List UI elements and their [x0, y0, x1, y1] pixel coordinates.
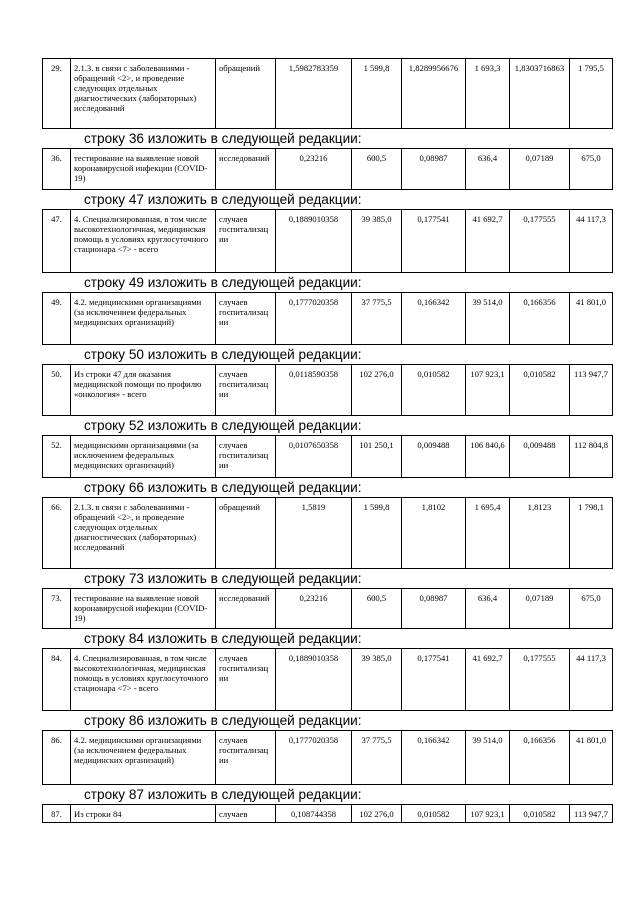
block-7 — [42, 571, 612, 629]
value-cell: 636,4 — [466, 589, 510, 629]
table-row-84 — [42, 648, 613, 711]
value-cell: 675,0 — [570, 149, 613, 190]
value-cell: 102 276,0 — [352, 805, 402, 823]
value-cell: 1,5982783359 — [276, 59, 352, 129]
value-cell: 0,177541 — [402, 210, 466, 273]
row-name: тестирование на выявление новой коронавирусной инфекции (COVID-19) — [71, 589, 216, 629]
value-cell: 0,07189 — [510, 149, 570, 190]
row-number: 29. — [43, 59, 71, 129]
row-name: 4.2. медицинскими организациями (за исключением федеральных медицинских организаций) — [71, 731, 216, 785]
value-cell: 0,010582 — [510, 365, 570, 416]
row-number: 84. — [43, 649, 71, 711]
row-unit: случаев госпитализации — [216, 731, 276, 785]
row-number: 50. — [43, 365, 71, 416]
value-cell: 1,5819 — [276, 498, 352, 569]
edit-instruction: строку 47 изложить в следующей редакции: — [84, 192, 362, 207]
row-name: 2.1.3. в связи с заболеваниями - обращений <2>, и проведение следующих отдельных диагностических (лабораторных) исследований — [71, 59, 216, 129]
table-row-66 — [42, 497, 613, 569]
edit-instruction: строку 84 изложить в следующей редакции: — [84, 631, 362, 646]
table-row-47 — [42, 209, 613, 273]
row-unit: обращений — [216, 59, 276, 129]
value-cell: 107 923,1 — [466, 365, 510, 416]
value-cell: 0,177541 — [402, 649, 466, 711]
table-row-86 — [42, 730, 613, 785]
edit-instruction: строку 52 изложить в следующей редакции: — [84, 418, 362, 433]
value-cell: 0,177555 — [510, 649, 570, 711]
table-row-52 — [42, 435, 613, 478]
value-cell: 0,166342 — [402, 293, 466, 345]
row-unit: обращений — [216, 498, 276, 569]
value-cell: 0,166356 — [510, 293, 570, 345]
table-row-87 — [42, 804, 613, 823]
value-cell: 0,108744358 — [276, 805, 352, 823]
value-cell: 0,009488 — [510, 436, 570, 478]
value-cell: 107 923,1 — [466, 805, 510, 823]
value-cell: 0,1777020358 — [276, 731, 352, 785]
value-cell: 1,8289956676 — [402, 59, 466, 129]
row-unit: случаев госпитализации — [216, 436, 276, 478]
edit-instruction: строку 49 изложить в следующей редакции: — [84, 275, 362, 290]
row-number: 52. — [43, 436, 71, 478]
table-row-36 — [42, 148, 613, 190]
value-cell: 0,07189 — [510, 589, 570, 629]
row-unit: случаев госпитализации — [216, 293, 276, 345]
block-8 — [42, 631, 612, 711]
value-cell: 0,010582 — [402, 365, 466, 416]
value-cell: 0,08987 — [402, 589, 466, 629]
value-cell: 37 775,5 — [352, 293, 402, 345]
edit-instruction: строку 73 изложить в следующей редакции: — [84, 571, 362, 586]
value-cell: 106 840,6 — [466, 436, 510, 478]
value-cell: 0,010582 — [402, 805, 466, 823]
value-cell: 1,8123 — [510, 498, 570, 569]
value-cell: 41 692,7 — [466, 649, 510, 711]
value-cell: 675,0 — [570, 589, 613, 629]
value-cell: 0,23216 — [276, 589, 352, 629]
value-cell: 0,1889010358 — [276, 649, 352, 711]
value-cell: 1 693,3 — [466, 59, 510, 129]
row-name: Из строки 84 — [71, 805, 216, 823]
block-3 — [42, 275, 612, 345]
value-cell: 1,8102 — [402, 498, 466, 569]
block-5 — [42, 418, 612, 478]
edit-instruction: строку 87 изложить в следующей редакции: — [84, 787, 362, 802]
value-cell: 1 695,4 — [466, 498, 510, 569]
block-1 — [42, 131, 612, 190]
value-cell: 1,8303716863 — [510, 59, 570, 129]
row-number: 86. — [43, 731, 71, 785]
value-cell: 0,0118590358 — [276, 365, 352, 416]
table-row-50 — [42, 364, 613, 416]
row-unit: исследований — [216, 149, 276, 190]
value-cell: 636,4 — [466, 149, 510, 190]
value-cell: 39 385,0 — [352, 210, 402, 273]
row-name: медицинскими организациями (за исключением федеральных медицинских организаций) — [71, 436, 216, 478]
value-cell: 0,010582 — [510, 805, 570, 823]
row-unit: случаев госпитализации — [216, 210, 276, 273]
value-cell: 0,23216 — [276, 149, 352, 190]
table-row-29 — [42, 58, 613, 129]
value-cell: 600,5 — [352, 149, 402, 190]
value-cell: 0,08987 — [402, 149, 466, 190]
value-cell: 112 804,8 — [570, 436, 613, 478]
block-4 — [42, 347, 612, 416]
value-cell: 1 795,5 — [570, 59, 613, 129]
edit-instruction: строку 36 изложить в следующей редакции: — [84, 131, 362, 146]
edit-instruction: строку 50 изложить в следующей редакции: — [84, 347, 362, 362]
block-9 — [42, 713, 612, 785]
block-6 — [42, 480, 612, 569]
value-cell: 37 775,5 — [352, 731, 402, 785]
row-name: 4. Специализированная, в том числе высокотехнологичная, медицинская помощь в условиях круглосуточного стационара <7> - всего — [71, 210, 216, 273]
row-number: 66. — [43, 498, 71, 569]
value-cell: 0,009488 — [402, 436, 466, 478]
value-cell: 39 514,0 — [466, 731, 510, 785]
block-0 — [42, 58, 612, 129]
value-cell: 0,0107650358 — [276, 436, 352, 478]
table-row-73 — [42, 588, 613, 629]
row-number: 87. — [43, 805, 71, 823]
row-unit: исследований — [216, 589, 276, 629]
value-cell: 41 801,0 — [570, 293, 613, 345]
row-unit: случаев госпитализации — [216, 365, 276, 416]
row-name: 2.1.3. в связи с заболеваниями - обращений <2>, и проведение следующих отдельных диагностических (лабораторных) исследований — [71, 498, 216, 569]
row-number: 36. — [43, 149, 71, 190]
edit-instruction: строку 86 изложить в следующей редакции: — [84, 713, 362, 728]
block-10 — [42, 787, 612, 823]
row-number: 47. — [43, 210, 71, 273]
value-cell: 600,5 — [352, 589, 402, 629]
row-unit: случаев — [216, 805, 276, 823]
row-name: 4.2. медицинскими организациями (за исключением федеральных медицинских организаций) — [71, 293, 216, 345]
document-page — [42, 58, 612, 823]
value-cell: 102 276,0 — [352, 365, 402, 416]
row-name: 4. Специализированная, в том числе высокотехнологичная, медицинская помощь в условиях круглосуточного стационара <7> - всего — [71, 649, 216, 711]
value-cell: 0,166342 — [402, 731, 466, 785]
value-cell: 39 514,0 — [466, 293, 510, 345]
value-cell: 44 117,3 — [570, 210, 613, 273]
value-cell: 41 801,0 — [570, 731, 613, 785]
value-cell: 41 692,7 — [466, 210, 510, 273]
value-cell: 39 385,0 — [352, 649, 402, 711]
value-cell: 113 947,7 — [570, 365, 613, 416]
value-cell: 44 117,3 — [570, 649, 613, 711]
value-cell: 0,1777020358 — [276, 293, 352, 345]
value-cell: 101 250,1 — [352, 436, 402, 478]
row-number: 73. — [43, 589, 71, 629]
value-cell: 0,177555 — [510, 210, 570, 273]
edit-instruction: строку 66 изложить в следующей редакции: — [84, 480, 362, 495]
value-cell: 1 599,8 — [352, 498, 402, 569]
value-cell: 0,166356 — [510, 731, 570, 785]
block-2 — [42, 192, 612, 273]
row-name: тестирование на выявление новой коронавирусной инфекции (COVID-19) — [71, 149, 216, 190]
value-cell: 1 798,1 — [570, 498, 613, 569]
value-cell: 0,1889010358 — [276, 210, 352, 273]
row-number: 49. — [43, 293, 71, 345]
value-cell: 113 947,7 — [570, 805, 613, 823]
value-cell: 1 599,8 — [352, 59, 402, 129]
row-unit: случаев госпитализации — [216, 649, 276, 711]
table-row-49 — [42, 292, 613, 345]
row-name: Из строки 47 для оказания медицинской помощи по профилю «онкология» - всего — [71, 365, 216, 416]
